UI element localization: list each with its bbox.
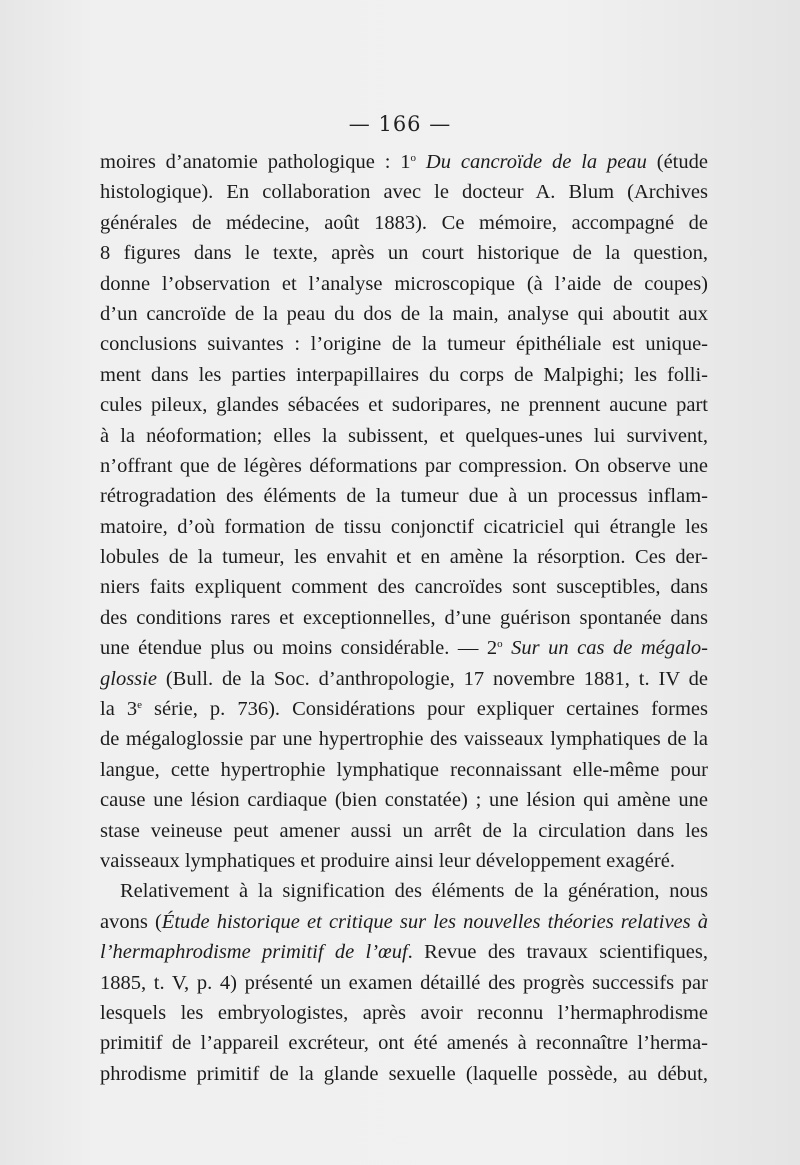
text-line: Relativement à la signification des éléments de la génération, nous [120,880,708,903]
text-line: phrodisme primitif de la glande sexuelle (laquelle possède, au début, [100,1062,708,1085]
text-line: 1885, t. V, p. 4) présenté un examen détaillé des progrès successifs par [100,971,708,994]
body-text [100,147,708,1089]
text-line: vaisseaux lymphatiques et produire ainsi leur développement exagéré. [100,849,675,872]
text-line: donne l’observation et l’analyse microscopique (à l’aide de coupes) [100,272,708,295]
text-line: d’un cancroïde de la peau du dos de la main, analyse qui aboutit aux [100,302,708,325]
text-line: ment dans les parties interpapillaires du corps de Malpighi; les folli- [100,363,708,386]
text-line: rétrogradation des éléments de la tumeur due à un processus inflam- [100,485,708,508]
text-line: niers faits expliquent comment des cancroïdes sont susceptibles, dans [100,576,708,599]
text-line: n’offrant que de légères déformations par compression. On observe une [100,454,708,477]
text-line: moires d’anatomie pathologique : 1$^o$ Du cancroïde de la peau (étude [100,151,708,173]
page-number: — 166 — [348,112,452,136]
text-line: conclusions suivantes : l’origine de la tumeur épithéliale est unique- [100,333,708,356]
text-line: primitif de l’appareil excréteur, ont été amenés à reconnaître l’herma- [100,1032,708,1055]
text-line: langue, cette hypertrophie lymphatique reconnaissant elle-même pour [100,758,708,781]
text-line: cause une lésion cardiaque (bien constatée) ; une lésion qui amène une [100,789,708,812]
paragraph-cancroide-megaloglossie [100,147,708,876]
text-line: matoire, d’où formation de tissu conjonctif cicatriciel qui étrangle les [100,515,708,538]
text-line: 8 figures dans le texte, après un court historique de la question, [100,242,708,265]
text-line: générales de médecine, août 1883). Ce mémoire, accompagné de [100,211,708,234]
text-line: stase veineuse peut amener aussi un arrêt de la circulation dans les [100,819,708,842]
text-line: la 3e série, p. 736). Considérations pour expliquer certaines formes [100,698,708,721]
text-line: avons (Étude historique et critique sur les nouvelles théories relatives à [100,910,709,933]
text-line: histologique). En collaboration avec le docteur A. Blum (Archives [100,181,708,204]
text-line: lesquels les embryologistes, après avoir reconnu l’hermaphrodisme [100,1001,708,1024]
text-line: lobules de la tumeur, les envahit et en amène la résorption. Ces der- [100,546,708,569]
text-line: à la néoformation; elles la subissent, et quelques-unes lui survivent, [100,424,708,447]
text-line: cules pileux, glandes sébacées et sudoripares, ne prennent aucune part [100,394,708,417]
text-line: des conditions rares et exceptionnelles, d’une guérison spontanée dans [100,606,708,629]
text-line: glossie (Bull. de la Soc. d’anthropologie, 17 novembre 1881, t. IV de [100,667,708,690]
text-line: de mégaloglossie par une hypertrophie des vaisseaux lymphatiques de la [100,728,708,751]
paragraph-hermaphrodisme [100,876,708,1089]
text-line: une étendue plus ou moins considérable. — 2$^o$ Sur un cas de mégalo- [100,637,709,660]
text-line: l’hermaphrodisme primitif de l’œuf. Revue des travaux scientifiques, [100,941,708,964]
